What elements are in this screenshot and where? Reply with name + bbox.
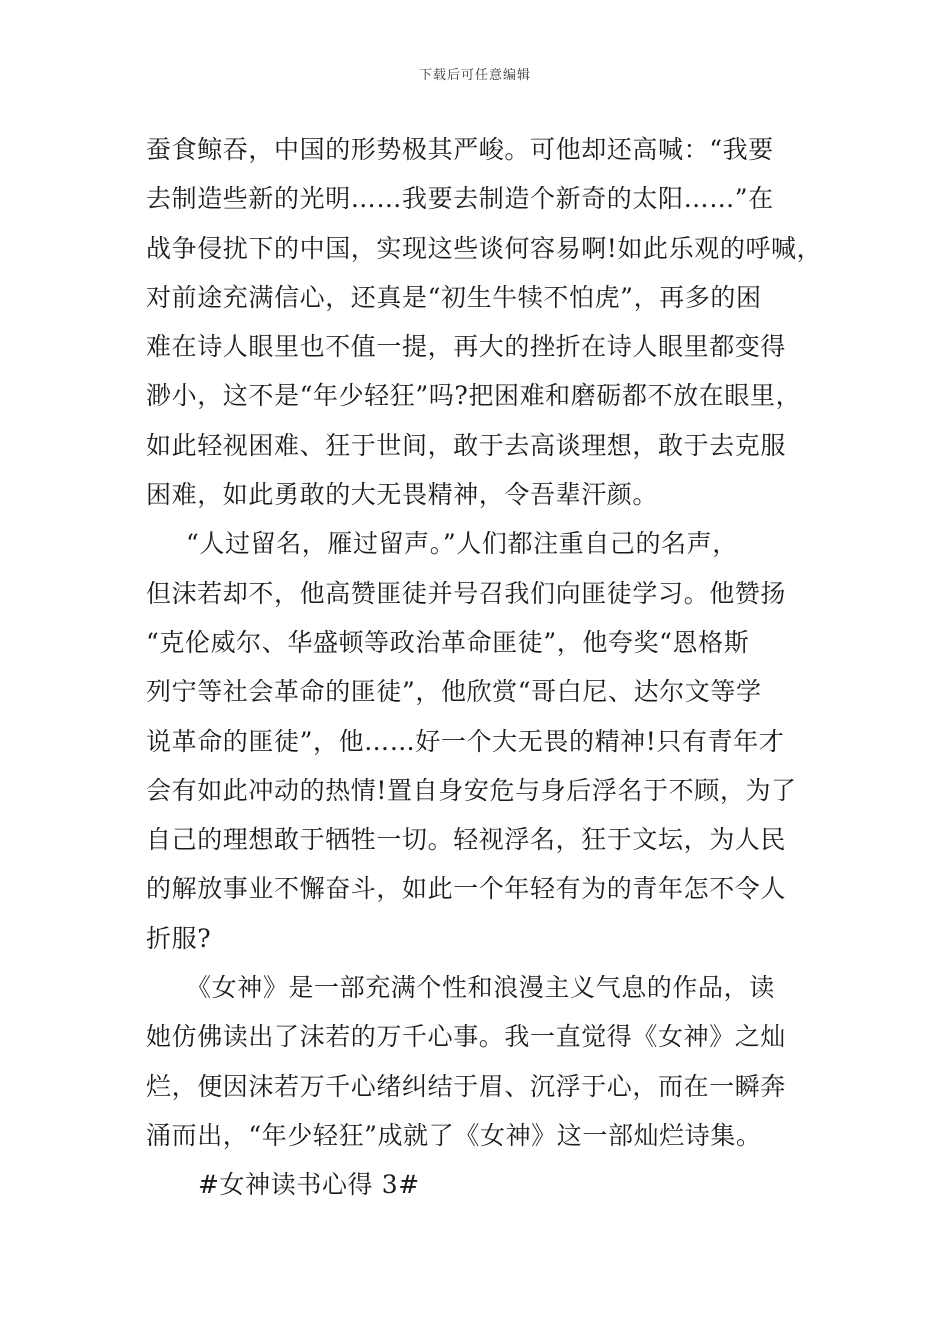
text-line: 会有如此冲动的热情!置自身安危与身后浮名于不顾，为了 (146, 775, 797, 805)
text-line: 渺小，这不是“年少轻狂”吗?把困难和磨砺都不放在眼里， (146, 381, 802, 411)
text-line: 去制造些新的光明……我要去制造个新奇的太阳……”在 (146, 184, 774, 214)
text-line: 她仿佛读出了沫若的万千心事。我一直觉得《女神》之灿 (146, 1022, 787, 1052)
text-line: 对前途充满信心，还真是“初生牛犊不怕虎”，再多的困 (146, 282, 762, 312)
text-line: 列宁等社会革命的匪徒”，他欣赏“哥白尼、达尔文等学 (146, 677, 762, 707)
text-line: 如此轻视困难、狂于世间，敢于去高谈理想，敢于去克服 (146, 430, 787, 460)
text-line: 蚕食鲸吞，中国的形势极其严峻。可他却还高喊：“我要 (146, 135, 774, 164)
text-line: 但沫若却不，他高赞匪徒并号召我们向匪徒学习。他赞扬 (146, 578, 787, 608)
page-header-note: 下载后可任意编辑 (418, 68, 531, 83)
text-line: 战争侵扰下的中国，实现这些谈何容易啊!如此乐观的呼喊， (146, 233, 823, 263)
text-line: “克伦威尔、华盛顿等政治革命匪徒”，他夸奖“恩格斯 (146, 627, 750, 657)
text-line: 困难，如此勇敢的大无畏精神，令吾辈汗颜。 (146, 480, 659, 510)
text-line: 烂，便因沫若万千心绪纠结于眉、沉浮于心，而在一瞬奔 (146, 1071, 787, 1101)
text-line: 说革命的匪徒”，他……好一个大无畏的精神!只有青年才 (146, 726, 785, 756)
document-body (146, 125, 826, 1210)
text-line: 的解放事业不懈奋斗，如此一个年轻有为的青年怎不令人 (146, 874, 787, 904)
text-line: 涌而出，“年少轻狂”成就了《女神》这一部灿烂诗集。 (146, 1120, 762, 1150)
text-line: 折服? (146, 923, 212, 953)
text-line: 难在诗人眼里也不值一提，再大的挫折在诗人眼里都变得 (146, 332, 787, 362)
paragraph-first-line: 《女神》是一部充满个性和浪漫主义气息的作品，读 (186, 973, 775, 1003)
section-heading: #女神读书心得 3# (198, 1170, 420, 1200)
text-line: 自己的理想敢于牺牲一切。轻视浮名，狂于文坛，为人民 (146, 825, 787, 855)
paragraph-first-line: “人过留名，雁过留声。”人们都注重自己的名声， (186, 529, 738, 559)
